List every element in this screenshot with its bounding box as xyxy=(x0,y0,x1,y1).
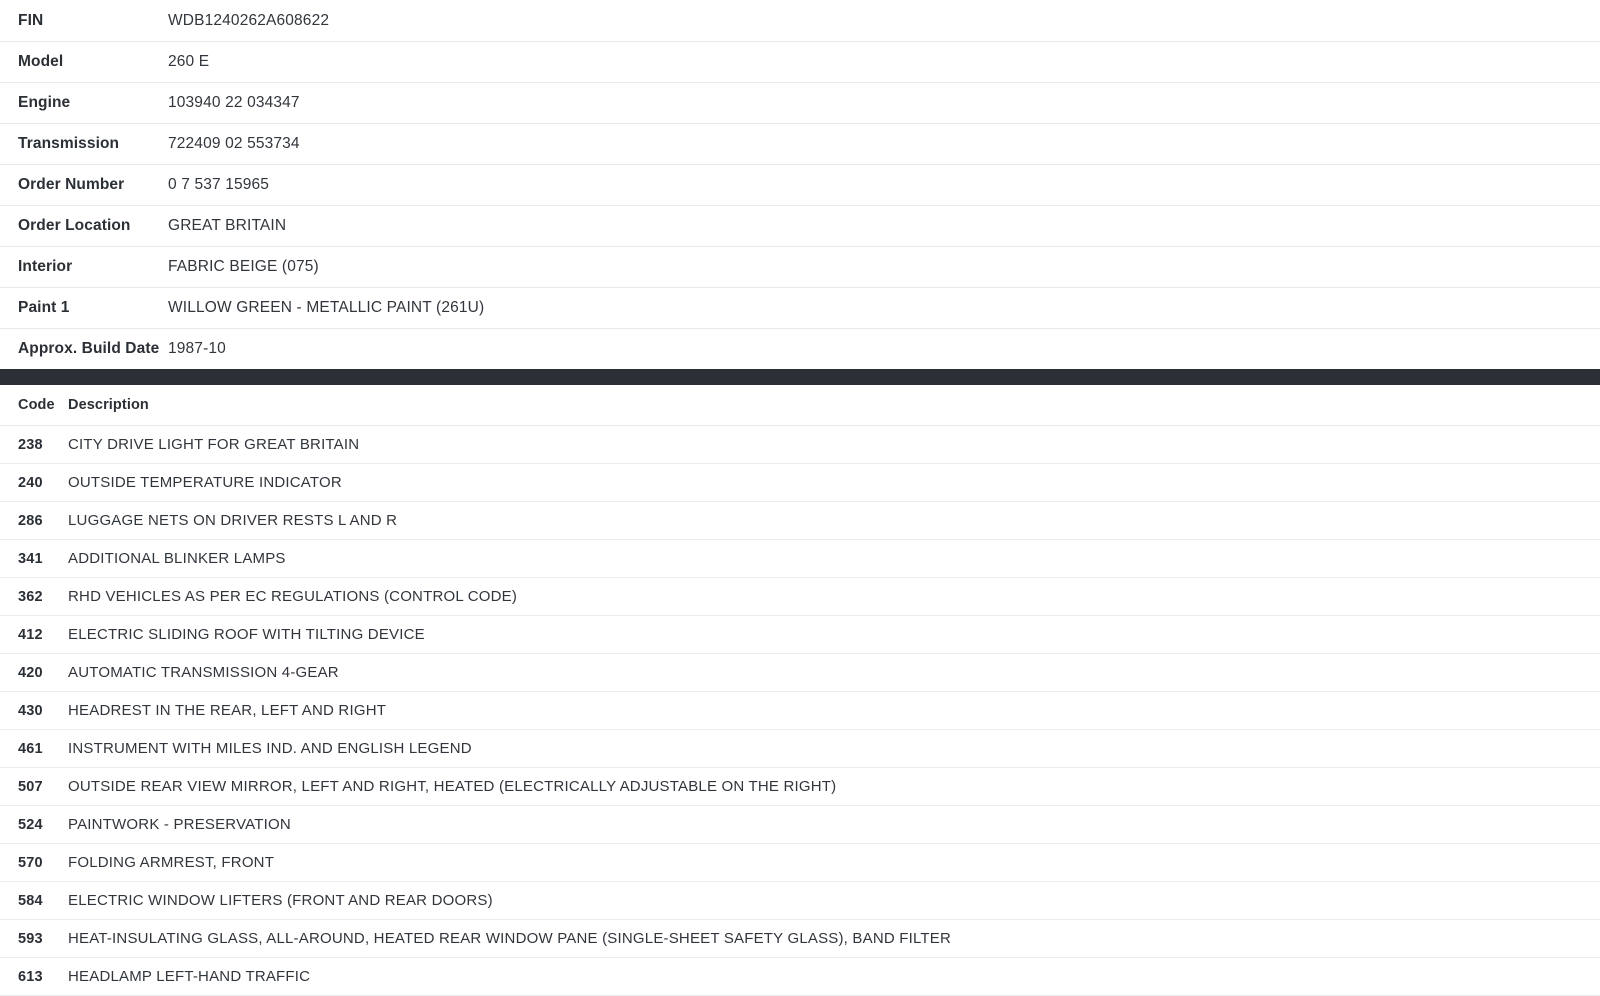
table-header-row xyxy=(0,385,1600,426)
table-row xyxy=(0,692,1600,730)
section-divider-band xyxy=(0,369,1600,385)
table-row xyxy=(0,616,1600,654)
table-row xyxy=(0,540,1600,578)
option-description: INSTRUMENT WITH MILES IND. AND ENGLISH LEGEND xyxy=(68,740,472,757)
option-code: 430 xyxy=(18,702,43,719)
table-row xyxy=(0,578,1600,616)
option-code: 584 xyxy=(18,892,43,909)
info-row xyxy=(0,288,1600,329)
option-description: ADDITIONAL BLINKER LAMPS xyxy=(68,550,286,567)
info-row-value: GREAT BRITAIN xyxy=(168,217,287,234)
table-row xyxy=(0,502,1600,540)
info-row xyxy=(0,247,1600,288)
table-row xyxy=(0,768,1600,806)
info-row-value: 1987-10 xyxy=(168,340,226,357)
option-codes-body xyxy=(0,426,1600,996)
option-code: 238 xyxy=(18,436,43,453)
info-row-label: Engine xyxy=(18,94,71,111)
table-row xyxy=(0,426,1600,464)
option-description: OUTSIDE REAR VIEW MIRROR, LEFT AND RIGHT, HEATED (ELECTRICALLY ADJUSTABLE ON THE RIGHT) xyxy=(68,778,837,795)
column-header-description: Description xyxy=(68,385,1600,426)
option-code: 240 xyxy=(18,474,43,491)
info-row-value: FABRIC BEIGE (075) xyxy=(168,258,319,275)
option-codes-table xyxy=(0,385,1600,996)
option-codes-card xyxy=(0,385,1600,996)
option-description: RHD VEHICLES AS PER EC REGULATIONS (CONTROL CODE) xyxy=(68,588,518,605)
option-code: 613 xyxy=(18,968,43,985)
info-row xyxy=(0,329,1600,370)
info-row-value: 103940 22 034347 xyxy=(168,94,300,111)
option-codes-header xyxy=(0,385,1600,426)
option-code: 286 xyxy=(18,512,43,529)
info-row-value: WDB1240262A608622 xyxy=(168,12,330,29)
table-row xyxy=(0,844,1600,882)
option-description: CITY DRIVE LIGHT FOR GREAT BRITAIN xyxy=(68,436,360,453)
option-description: ELECTRIC WINDOW LIFTERS (FRONT AND REAR DOORS) xyxy=(68,892,493,909)
info-row-value: 260 E xyxy=(168,53,210,70)
table-row xyxy=(0,920,1600,958)
table-row xyxy=(0,654,1600,692)
option-code: 362 xyxy=(18,588,43,605)
table-row xyxy=(0,958,1600,996)
table-row xyxy=(0,464,1600,502)
option-description: LUGGAGE NETS ON DRIVER RESTS L AND R xyxy=(68,512,398,529)
table-row xyxy=(0,730,1600,768)
info-row xyxy=(0,83,1600,124)
option-description: HEAT-INSULATING GLASS, ALL-AROUND, HEATED REAR WINDOW PANE (SINGLE-SHEET SAFETY GLASS), BAND FILTER xyxy=(68,930,952,947)
info-row xyxy=(0,206,1600,247)
vehicle-info-card xyxy=(0,0,1600,369)
option-description: PAINTWORK - PRESERVATION xyxy=(68,816,291,833)
info-row-label: Transmission xyxy=(18,135,120,152)
option-description: FOLDING ARMREST, FRONT xyxy=(68,854,275,871)
info-row-label: Paint 1 xyxy=(18,299,70,316)
column-header-code: Code xyxy=(0,385,68,426)
option-code: 593 xyxy=(18,930,43,947)
vehicle-info-table xyxy=(0,1,1600,369)
info-row-label: Model xyxy=(18,53,64,70)
table-row xyxy=(0,806,1600,844)
info-row-label: Order Location xyxy=(18,217,131,234)
info-row xyxy=(0,165,1600,206)
table-row xyxy=(0,882,1600,920)
option-description: AUTOMATIC TRANSMISSION 4-GEAR xyxy=(68,664,339,681)
option-code: 341 xyxy=(18,550,43,567)
option-code: 524 xyxy=(18,816,43,833)
info-row-label: Interior xyxy=(18,258,73,275)
info-row-label: Order Number xyxy=(18,176,125,193)
option-code: 420 xyxy=(18,664,43,681)
info-row xyxy=(0,42,1600,83)
option-code: 570 xyxy=(18,854,43,871)
info-row-value: WILLOW GREEN - METALLIC PAINT (261U) xyxy=(168,299,485,316)
info-row-value: 0 7 537 15965 xyxy=(168,176,270,193)
info-row xyxy=(0,1,1600,42)
info-row-label: FIN xyxy=(18,12,44,29)
option-code: 412 xyxy=(18,626,43,643)
vehicle-info-body xyxy=(0,1,1600,369)
option-description: ELECTRIC SLIDING ROOF WITH TILTING DEVICE xyxy=(68,626,425,643)
info-row xyxy=(0,124,1600,165)
option-code: 507 xyxy=(18,778,43,795)
option-code: 461 xyxy=(18,740,43,757)
info-row-value: 722409 02 553734 xyxy=(168,135,300,152)
option-description: HEADREST IN THE REAR, LEFT AND RIGHT xyxy=(68,702,387,719)
option-description: OUTSIDE TEMPERATURE INDICATOR xyxy=(68,474,342,491)
info-row-label: Approx. Build Date xyxy=(18,340,160,357)
option-description: HEADLAMP LEFT-HAND TRAFFIC xyxy=(68,968,311,985)
